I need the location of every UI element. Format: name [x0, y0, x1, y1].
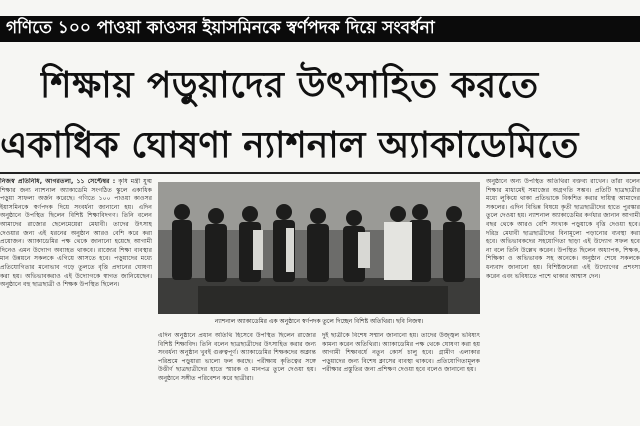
headline-line-1: শিক্ষায় পড়ুয়াদের উৎসাহিত করতে [40, 65, 539, 106]
article-column-mid-a: এদিন অনুষ্ঠানে প্রধান অতিথি হিসেবে উপস্থিত ছিলেন রাজ্যের বিশিষ্ট শিক্ষাবিদ। তিনি বলেন ছাত্রছাত্রীদের উৎসাহিত করার জন্য সংবর্ধনা অনুষ্ঠান খুবই গুরুত্বপূর্ণ। অ্যাকাডেমির শিক্ষকদের অক্লান্ত পরিশ্রমে পড়ুয়ারা ভালো ফল করছে। পরীক্ষায় কৃতিত্বের সঙ্গে উত্তীর্ণ ছাত্রছাত্রীদের হাতে স্মারক ও মানপত্র তুলে দেওয়া হয়। অনুষ্ঠানে সঙ্গীত পরিবেশন করে ছাত্রীরা। [158, 332, 316, 382]
article-column-mid-b: দুই ছাত্রীকে বিশেষ সম্মান জানানো হয়। তাদের উজ্জ্বল ভবিষ্যৎ কামনা করেন অতিথিরা। অ্যাকাডেমির পক্ষ থেকে ঘোষণা করা হয় আগামী শিক্ষাবর্ষে নতুন কোর্স চালু হবে। গ্রামীণ এলাকার পড়ুয়াদের জন্য বিশেষ ক্লাসের ব্যবস্থা থাকবে। প্রতিযোগিতামূলক পরীক্ষার প্রস্তুতির জন্য প্রশিক্ষণ দেওয়া হবে বলেও জানানো হয়। [322, 332, 480, 374]
article-column-left [0, 178, 152, 426]
news-photo [158, 182, 480, 314]
kicker-text: গণিতে ১০০ পাওয়া কাওসর ইয়াসমিনকে স্বর্ণপদক দিয়ে সংবর্ধনা [6, 18, 435, 38]
photo-caption: ন্যাশনাল অ্যাকাডেমির এক অনুষ্ঠানে স্বর্ণপদক তুলে দিচ্ছেন বিশিষ্ট অতিথিরা। ছবি নিজস্ব। [214, 318, 424, 325]
headline-divider [0, 172, 640, 174]
article-body-left: কৃষি মন্ত্রী যুগ্ম শিক্ষার জন্য ন্যাশনাল অ্যাকাডেমি সংগঠিত স্কুলে একাধিক পড়ুয়া সাফল্য অর্জন করেছে। গণিতে ১০০ পাওয়া কাওসর ইয়াসমিনকে স্বর্ণপদক দিয়ে সংবর্ধনা জানানো হয়। এদিন অনুষ্ঠানে উপস্থিত ছিলেন বিশিষ্ট শিক্ষাবিদগণ। তিনি বলেন আমাদের রাজ্যের ছেলেমেয়েরা মেধাবী। তাদের উৎসাহ দেওয়ার জন্য এই ধরনের অনুষ্ঠান আরও বেশি করে করা প্রয়োজন। অ্যাকাডেমির পক্ষ থেকে জানানো হয়েছে আগামী দিনেও এমন উদ্যোগ অব্যাহত থাকবে। রাজ্যের শিক্ষা ব্যবস্থার মান উন্নয়নে সকলকে এগিয়ে আসতে হবে। পড়ুয়াদের মধ্যে প্রতিযোগিতার মনোভাব গড়ে তুলতে বৃত্তি প্রদানের ঘোষণা করা হয়। অভিভাবকরাও এই উদ্যোগকে স্বাগত জানিয়েছেন। অনুষ্ঠানে বহু ছাত্রছাত্রী ও শিক্ষক উপস্থিত ছিলেন। [0, 178, 152, 289]
kicker-bar [0, 16, 640, 42]
dateline: নিজস্ব প্রতিনিধি, আগরতলা, ১১ সেপ্টেম্বর : [0, 178, 116, 185]
article-column-right: অনুষ্ঠানে অন্য উপস্থিত অতিথিরা বক্তব্য রাখেন। তাঁরা বলেন শিক্ষার মাধ্যমেই সমাজের অগ্রগতি সম্ভব। প্রতিটি ছাত্রছাত্রীর মধ্যে লুকিয়ে থাকা প্রতিভাকে বিকশিত করার দায়িত্ব আমাদের সকলের। এদিন বিভিন্ন বিষয়ে কৃতী ছাত্রছাত্রীদের হাতে পুরস্কার তুলে দেওয়া হয়। ন্যাশনাল অ্যাকাডেমির কর্ণধার জানান আগামী বছর থেকে আরও বেশি সংখ্যক পড়ুয়াকে বৃত্তি দেওয়া হবে। দরিদ্র মেধাবী ছাত্রছাত্রীদের বিনামূল্যে পড়ানোর ব্যবস্থা করা হবে। অভিভাবকদের সহযোগিতা ছাড়া এই উদ্যোগ সফল হবে না বলে তিনি উল্লেখ করেন। উপস্থিত ছিলেন অধ্যাপক, শিক্ষক, শিক্ষিকা ও অভিভাবক সহ অনেকে। অনুষ্ঠান শেষে সকলকে ধন্যবাদ জানানো হয়। বিশিষ্টজনেরা এই উদ্যোগের প্রশংসা করেন এবং ভবিষ্যতে পাশে থাকার আশ্বাস দেন। [486, 178, 640, 280]
headline-line-2: একাধিক ঘোষণা ন্যাশনাল অ্যাকাডেমিতে [0, 125, 579, 166]
news-photo-illustration [158, 182, 480, 314]
